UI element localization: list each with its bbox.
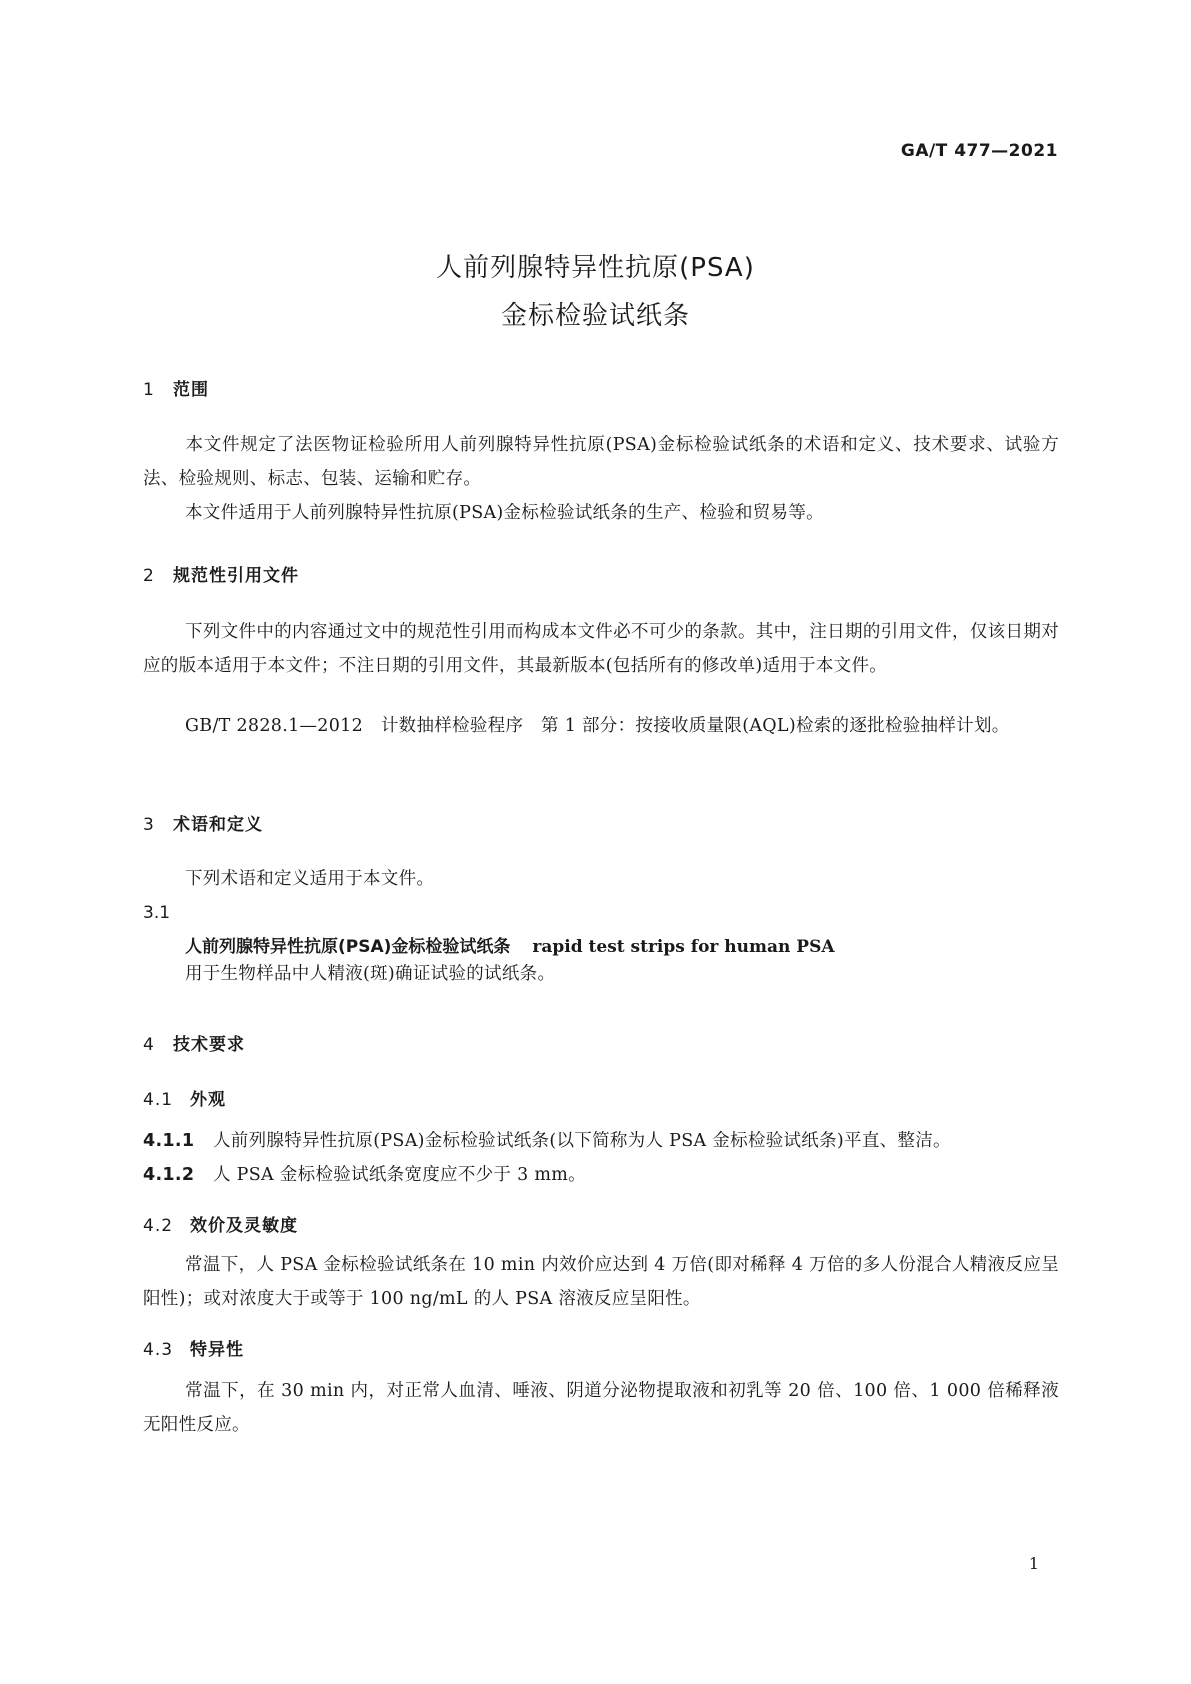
clause-number: 4.1.1 — [143, 1131, 195, 1151]
section-number: 1 — [143, 380, 155, 400]
section-title: 外观 — [190, 1090, 226, 1110]
section-4-heading — [143, 1030, 245, 1055]
title-line-2: 金标检验试纸条 — [500, 301, 690, 331]
section-number: 4.2 — [143, 1216, 174, 1236]
section-number: 2 — [143, 566, 155, 586]
paragraph-text: 本文件规定了法医物证检验所用人前列腺特异性抗原(PSA)金标检验试纸条的术语和定义、技术要求、试验方法、检验规则、标志、包装、运输和贮存。 — [143, 435, 1059, 489]
page-number: 1 — [1028, 1554, 1039, 1573]
definition-text: 用于生物样品中人精液(斑)确证试验的试纸条。 — [185, 964, 556, 984]
section-title: 范围 — [173, 380, 209, 400]
section-1-heading — [143, 375, 209, 400]
section-number: 3 — [143, 815, 155, 835]
section-2-paragraph-1 — [143, 615, 1059, 683]
section-title: 特异性 — [190, 1340, 244, 1360]
section-4-3-heading — [143, 1335, 244, 1360]
section-title: 效价及灵敏度 — [190, 1216, 298, 1236]
clause-text: 人前列腺特异性抗原(PSA)金标检验试纸条(以下简称为人 PSA 金标检验试纸条)平直、整洁。 — [213, 1131, 951, 1151]
clause-4-1-1 — [143, 1127, 951, 1152]
term-english: rapid test strips for human PSA — [532, 937, 835, 957]
title-line-1: 人前列腺特异性抗原(PSA) — [436, 253, 755, 283]
section-4-3-paragraph — [143, 1374, 1059, 1442]
paragraph-text: 下列文件中的内容通过文中的规范性引用而构成本文件必不可少的条款。其中，注日期的引用文件，仅该日期对应的版本适用于本文件；不注日期的引用文件，其最新版本(包括所有的修改单)适用于本文件。 — [143, 622, 1059, 676]
term-chinese: 人前列腺特异性抗原(PSA)金标检验试纸条 — [185, 937, 511, 957]
section-4-2-paragraph — [143, 1248, 1059, 1316]
reference-text: GB/T 2828.1—2012 计数抽样检验程序 第 1 部分：按接收质量限(AQL)检索的逐批检验抽样计划。 — [185, 716, 1010, 736]
section-3-paragraph-1 — [143, 862, 1059, 896]
section-4-1-heading — [143, 1085, 226, 1110]
term-entry — [185, 932, 835, 957]
section-number: 4.1 — [143, 1090, 174, 1110]
term-definition — [185, 957, 1059, 991]
section-2-reference — [143, 709, 1059, 743]
paragraph-text: 本文件适用于人前列腺特异性抗原(PSA)金标检验试纸条的生产、检验和贸易等。 — [185, 503, 824, 523]
section-title: 术语和定义 — [173, 815, 263, 835]
section-2-heading — [143, 561, 299, 586]
section-1-paragraph-1 — [143, 428, 1059, 496]
clause-text: 人 PSA 金标检验试纸条宽度应不少于 3 mm。 — [213, 1165, 586, 1185]
section-3-heading — [143, 810, 263, 835]
clause-4-1-2 — [143, 1161, 586, 1186]
section-4-2-heading — [143, 1211, 298, 1236]
paragraph-text: 下列术语和定义适用于本文件。 — [185, 869, 435, 889]
section-title: 技术要求 — [173, 1035, 245, 1055]
clause-number: 4.1.2 — [143, 1165, 195, 1185]
clause-3-1-number: 3.1 — [143, 903, 171, 923]
section-title: 规范性引用文件 — [173, 566, 299, 586]
section-1-paragraph-2 — [143, 496, 1059, 530]
standard-code: GA/T 477—2021 — [900, 141, 1058, 161]
section-number: 4.3 — [143, 1340, 174, 1360]
paragraph-text: 常温下，在 30 min 内，对正常人血清、唾液、阴道分泌物提取液和初乳等 20 倍、100 倍、1 000 倍稀释液无阳性反应。 — [143, 1381, 1059, 1435]
section-number: 4 — [143, 1035, 155, 1055]
paragraph-text: 常温下，人 PSA 金标检验试纸条在 10 min 内效价应达到 4 万倍(即对稀释 4 万倍的多人份混合人精液反应呈阳性)；或对浓度大于或等于 100 ng/mL 的人 PSA 溶液反应呈阳性。 — [143, 1255, 1059, 1309]
